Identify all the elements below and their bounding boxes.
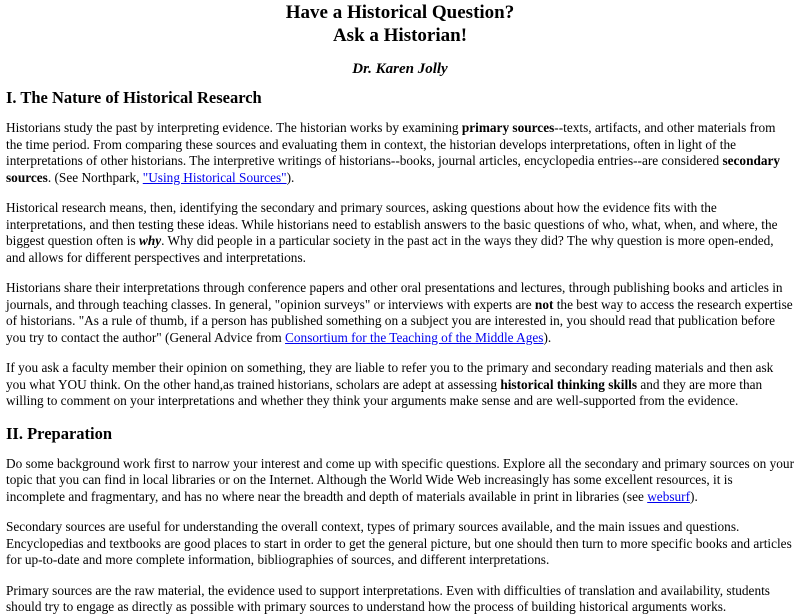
bold-not: not [534,296,554,312]
text: ). [690,488,698,504]
paragraph-historical-research [6,200,794,266]
paragraph-primary-sources-raw: Primary sources are the raw material, the evidence used to support interpretations. Even with difficulties of translation and availability, students should try to engage as directly as possible with primary sources to understand how the process of building historical arguments works. [6,582,770,614]
bold-term-primary-sources: primary sources [461,120,555,135]
text: ). [286,169,295,185]
text: --texts, artifacts, and other materials from the time period. From comparing these sources and evaluating them in context, the historian develops interpretations, often in light of the interpretations of other historians. The interpretive writings of historians--books, journal articles, encyclopedia entries--are considered [6,120,776,168]
paragraph-primary-sources [6,120,794,186]
title-line-1: Have a Historical Question? [285,2,515,23]
text: Historical research means, then, identifying the secondary and primary sources, asking questions about how the evidence fits with the interpretations, and then testing these ideas. While historians need to establish answers to the basic questions of who, what, when, and where, the biggest question often is [6,200,778,248]
link-consortium[interactable]: Consortium for the Teaching of the Middle Ages [285,329,544,345]
text: and they are more than willing to comment on your interpretations and whether they think your arguments make sense and are well-supported from the evidence. [6,376,763,408]
link-websurf[interactable]: websurf [647,488,691,504]
text: Historians study the past by interpreting evidence. The historian works by examining [6,120,462,135]
author-name: Dr. Karen Jolly [352,61,448,77]
section-heading-preparation: II. Preparation [6,423,113,443]
paragraph-background-work [6,456,794,506]
text: If you ask a faculty member their opinion on something, they are liable to refer you to the primary and secondary reading materials and then ask you what YOU think. On the other hand,as trained historians, scholars are adept at assessing [6,360,774,392]
emphasis-why: why [138,233,162,248]
page-title [6,0,794,47]
text: the best way to access the research expertise of historians. "As a rule of thumb, if a person has published something on a subject you are interested in, you should read that publication before you try to contact the author" (General Advice from [6,296,793,345]
paragraph-share-interpretations [6,280,794,346]
bold-historical-thinking-skills: historical thinking skills [500,376,638,392]
bold-term-secondary-sources: secondary sources [6,153,781,185]
text: . Why did people in a particular society in the past act in the ways they did? The why question is more open-ended, and allows for different perspectives and interpretations. [6,233,774,265]
paragraph-faculty-opinion [6,360,794,410]
text: ). [543,329,552,345]
text: Do some background work first to narrow your interest and come up with specific questions. Explore all the secondary and primary sources on your topic that you can find in local libraries or on the Internet. Although the World Wide Web increasingly has some excellent resources, it is incomplete and fragmentary, and has no where near the breadth and depth of materials available in print in libraries (see [6,455,795,504]
text: . (See Northpark, [47,169,143,185]
link-using-historical-sources[interactable]: "Using Historical Sources" [142,169,287,185]
paragraph-secondary-sources: Secondary sources are useful for understanding the overall context, types of primary sources available, and the main issues and questions. Encyclopedias and textbooks are good places to start in order to get the general picture, but one should then turn to more specific books and articles for up-to-date and more complete information, bibliographies of sources, and different interpretations. [6,519,792,567]
text: Historians share their interpretations through conference papers and other oral presentations and lectures, through publishing books and articles in journals, and through teaching classes. In general, "opinion surveys" or interviews with experts are [6,280,783,312]
title-line-2: Ask a Historian! [332,25,468,46]
section-heading-nature: I. The Nature of Historical Research [6,88,262,107]
